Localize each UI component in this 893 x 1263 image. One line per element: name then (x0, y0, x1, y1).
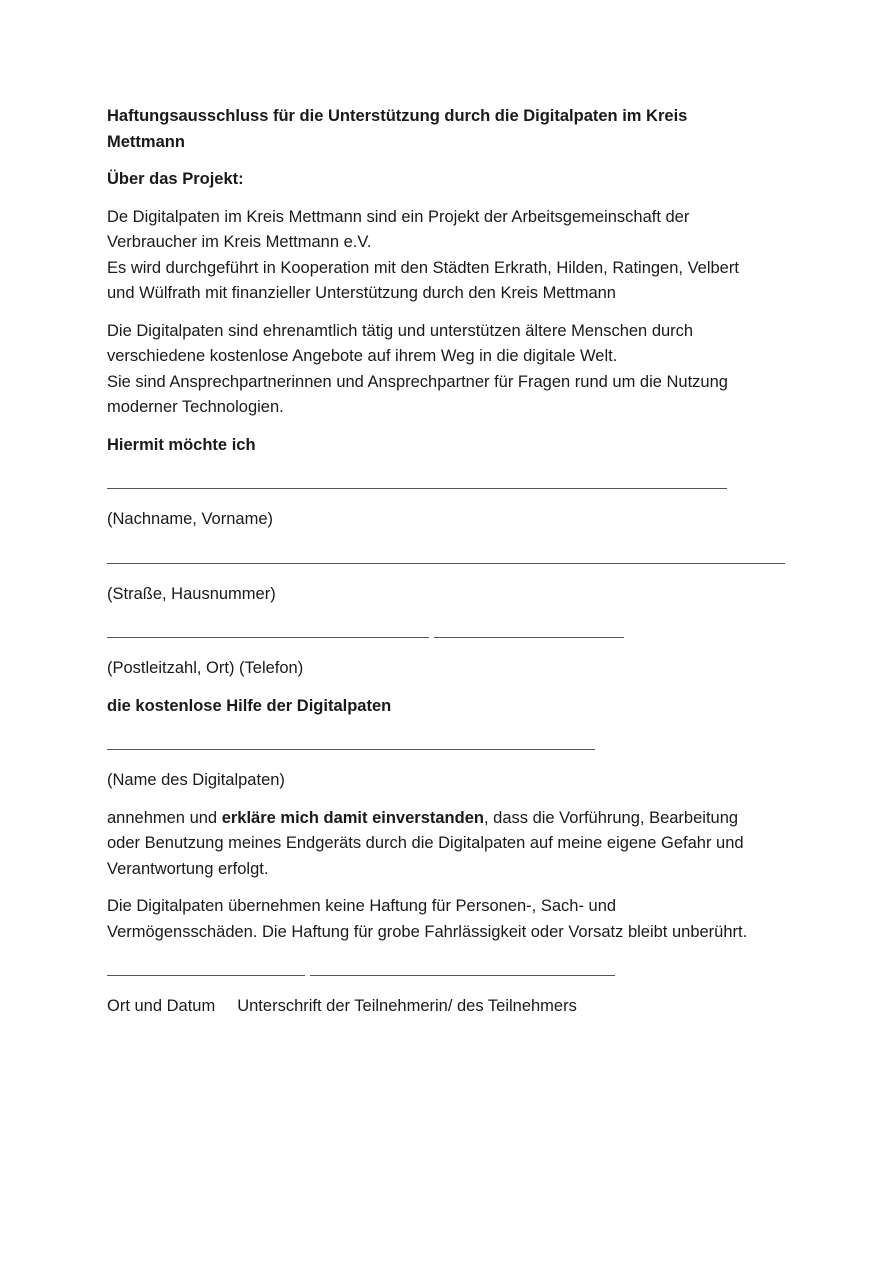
liability-line-2: Vermögensschäden. Die Haftung für grobe Fahrlässigkeit oder Vorsatz bleibt unberührt. (107, 922, 748, 941)
postal-phone-field-label: (Postleitzahl, Ort) (Telefon) (107, 659, 304, 677)
street-input-line[interactable] (107, 563, 785, 564)
consent-line-2: oder Benutzung meines Endgeräts durch die Digitalpaten auf meine eigene Gefahr und (107, 834, 744, 852)
patens-line-4: moderner Technologien. (107, 398, 284, 416)
patens-paragraph (107, 319, 797, 421)
project-heading: Über das Projekt: (107, 170, 244, 188)
consent-post: , dass die Vorführung, Bearbeitung (483, 808, 739, 827)
consent-line-3: Verantwortung erfolgt. (107, 859, 269, 878)
patens-line-1: Die Digitalpaten sind ehrenamtlich tätig und unterstützen ältere Menschen durch (107, 321, 694, 340)
name-field-label: (Nachname, Vorname) (107, 510, 273, 528)
liability-paragraph (107, 894, 797, 945)
signature-label: Unterschrift der Teilnehmerin/ des Teilnehmers (237, 997, 577, 1015)
patens-line-2: verschiedene kostenlose Angebote auf ihrem Weg in die digitale Welt. (107, 347, 618, 365)
consent-bold: erkläre mich damit einverstanden (221, 808, 484, 827)
name-field-row (107, 470, 797, 495)
postal-phone-field-row (107, 619, 797, 644)
place-date-label: Ort und Datum (107, 997, 216, 1015)
patens-line-3: Sie sind Ansprechpartnerinnen und Ansprechpartner für Fragen rund um die Nutzung (107, 372, 728, 391)
project-line-2: Verbraucher im Kreis Mettmann e.V. (107, 233, 372, 251)
project-line-1: De Digitalpaten im Kreis Mettmann sind ein Projekt der Arbeitsgemeinschaft der (107, 207, 690, 226)
help-statement: die kostenlose Hilfe der Digitalpaten (107, 696, 392, 715)
signature-input-line[interactable] (310, 975, 615, 976)
helper-name-input-line[interactable] (107, 749, 595, 750)
helper-field-label: (Name des Digitalpaten) (107, 771, 285, 789)
name-input-line[interactable] (107, 488, 727, 489)
place-date-input-line[interactable] (107, 975, 305, 976)
street-field-row (107, 545, 797, 570)
postal-city-input-line[interactable] (107, 637, 429, 638)
signature-labels (107, 994, 797, 1020)
consent-pre: annehmen und (107, 808, 222, 827)
street-field-label: (Straße, Hausnummer) (107, 584, 276, 603)
project-line-4: und Wülfrath mit finanzieller Unterstützung durch den Kreis Mettmann (107, 284, 616, 302)
title-line-1: Haftungsausschluss für die Unterstützung durch die Digitalpaten im Kreis (107, 107, 688, 125)
consent-line-1 (107, 806, 797, 832)
consent-paragraph (107, 806, 797, 883)
document-page (107, 104, 797, 1032)
project-line-3: Es wird durchgeführt in Kooperation mit den Städten Erkrath, Hilden, Ratingen, Velbert (107, 258, 739, 277)
project-paragraph (107, 205, 797, 307)
document-title (107, 104, 797, 155)
intro-statement: Hiermit möchte ich (107, 435, 256, 454)
signature-field-row (107, 957, 797, 982)
liability-line-1: Die Digitalpaten übernehmen keine Haftung für Personen-, Sach- und (107, 897, 617, 915)
phone-input-line[interactable] (434, 637, 624, 638)
helper-field-row (107, 731, 797, 756)
title-line-2: Mettmann (107, 132, 185, 151)
